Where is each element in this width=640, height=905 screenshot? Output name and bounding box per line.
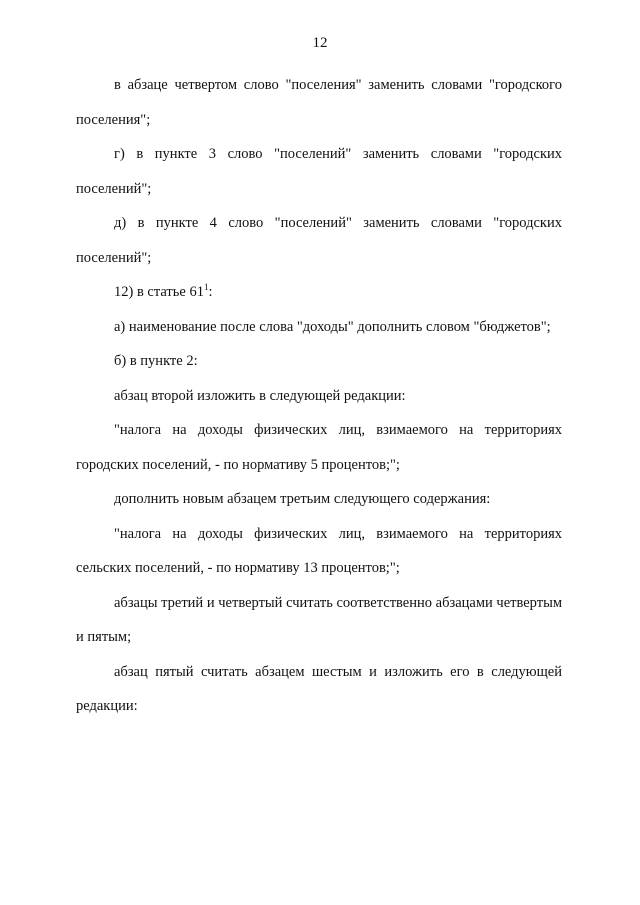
paragraph: б) в пункте 2: (114, 353, 198, 369)
article-heading-suffix: : (208, 284, 213, 300)
page-number: 12 (312, 35, 328, 51)
paragraph: "налога на доходы физических лиц, взимаемого на территориях городских поселений, - по нормативу 5 процентов;"; (76, 422, 562, 473)
document-body (76, 68, 562, 724)
paragraph: абзац пятый считать абзацем шестым и изложить его в следующей редакции: (76, 663, 562, 714)
paragraph: абзац второй изложить в следующей редакции: (114, 387, 406, 404)
paragraph: д) в пункте 4 слово "поселений" заменить словами "городских поселений"; (76, 215, 562, 266)
paragraph: а) наименование после слова "доходы" дополнить словом "бюджетов"; (114, 318, 551, 335)
paragraph: дополнить новым абзацем третьим следующего содержания: (114, 491, 491, 507)
article-heading-superscript: 1 (203, 282, 209, 293)
paragraph: г) в пункте 3 слово "поселений" заменить словами "городских поселений"; (76, 146, 562, 197)
paragraph: в абзаце четвертом слово "поселения" заменить словами "городского поселения"; (76, 77, 562, 128)
article-heading (76, 275, 562, 310)
paragraph: абзацы третий и четвертый считать соответственно абзацами четвертым и пятым; (76, 594, 562, 645)
paragraph: "налога на доходы физических лиц, взимаемого на территориях сельских поселений, - по нормативу 13 процентов;"; (76, 525, 562, 576)
article-heading-prefix: 12) в статье 61 (114, 284, 204, 300)
